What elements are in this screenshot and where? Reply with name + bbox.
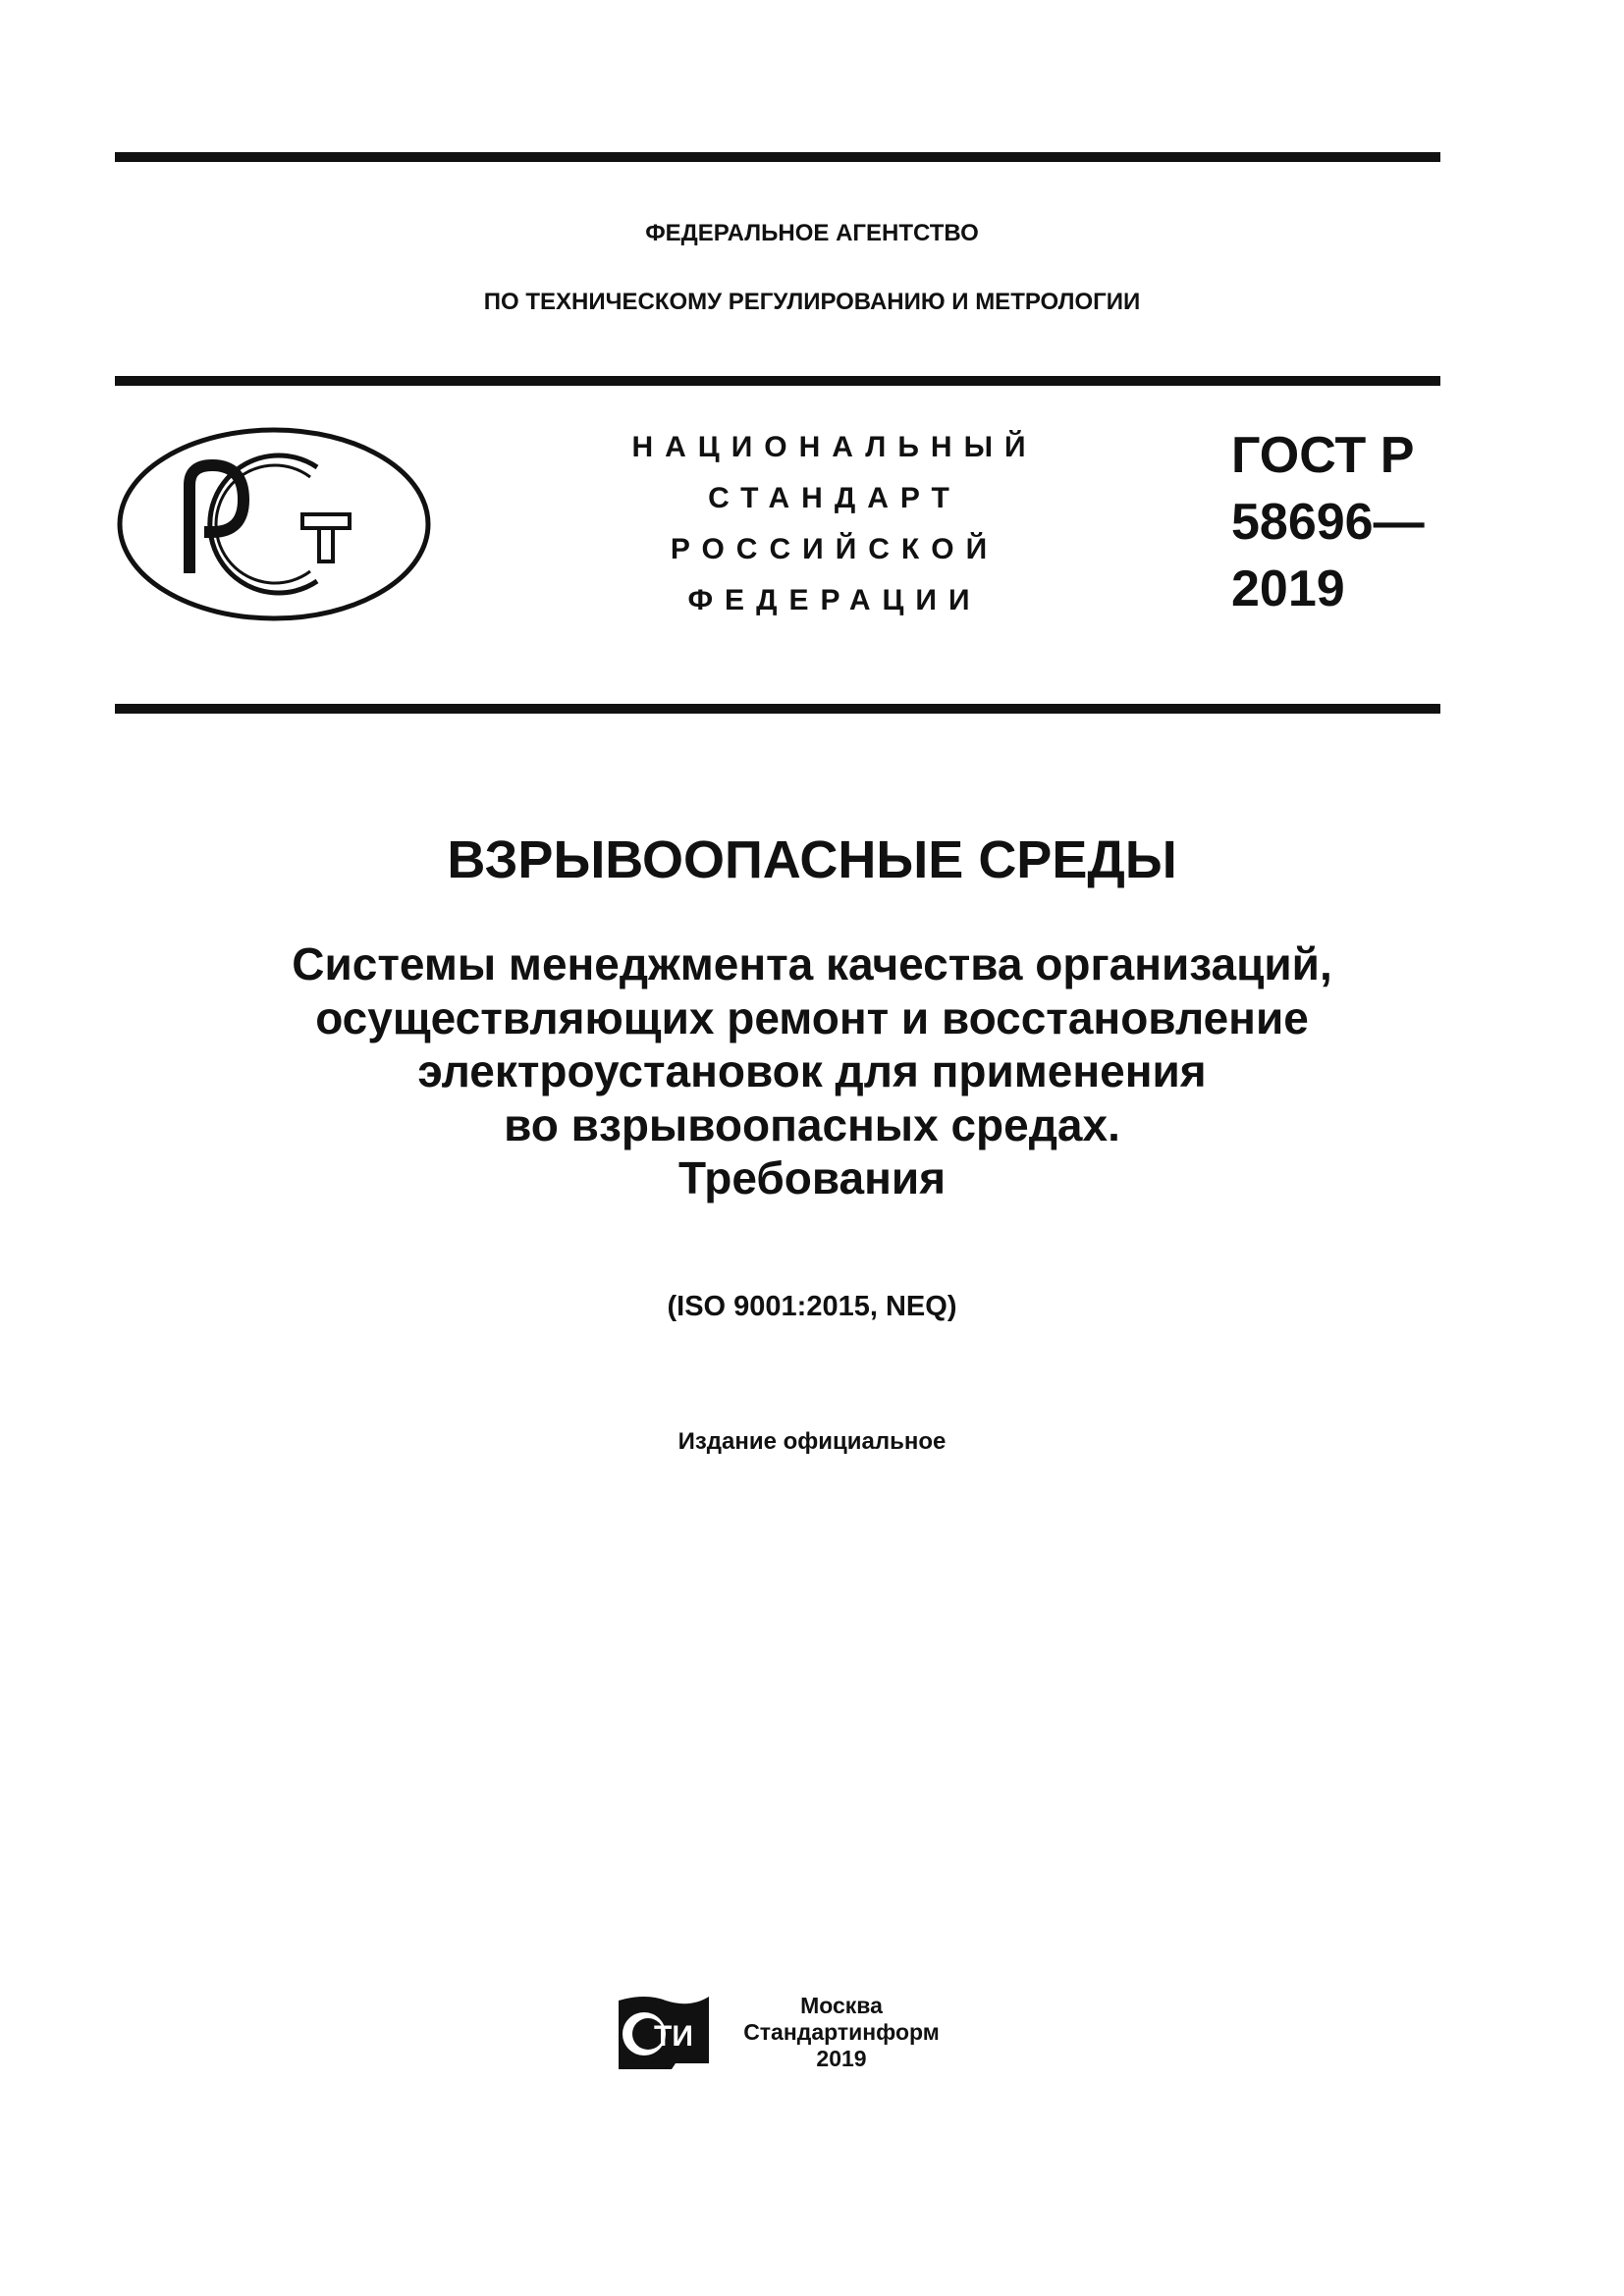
publisher-info — [743, 1993, 940, 2072]
iso-reference: (ISO 9001:2015, NEQ) — [667, 1291, 957, 1322]
document-subtitle — [0, 937, 1624, 1205]
subtitle-line: электроустановок для применения — [417, 1045, 1207, 1096]
subtitle-line: Требования — [677, 1152, 947, 1203]
edition-note: Издание официальное — [677, 1428, 947, 1455]
agency-line-1: ФЕДЕРАЛЬНОЕ АГЕНТСТВО — [645, 220, 979, 246]
standard-type-line: ФЕДЕРАЦИИ — [687, 584, 982, 616]
designation-line: ГОСТ Р — [1231, 427, 1415, 484]
designation-line: 2019 — [1231, 561, 1345, 617]
document-title: ВЗРЫВООПАСНЫЕ СРЕДЫ — [447, 830, 1177, 889]
agency-line-2: ПО ТЕХНИЧЕСКОМУ РЕГУЛИРОВАНИЮ И МЕТРОЛОГИИ — [483, 289, 1141, 315]
publisher-year: 2019 — [816, 2046, 867, 2071]
top-rule — [115, 152, 1440, 162]
standard-type-line: РОССИЙСКОЙ — [670, 533, 1000, 565]
standard-designation — [1231, 422, 1425, 622]
standard-type-line: НАЦИОНАЛЬНЫЙ — [631, 431, 1038, 463]
standartinform-logo — [617, 1993, 711, 2073]
standard-type-line: СТАНДАРТ — [708, 482, 961, 514]
subtitle-line: осуществляющих ремонт и восстановление — [315, 991, 1309, 1043]
designation-line: 58696— — [1231, 494, 1425, 551]
svg-text:ТИ: ТИ — [654, 2020, 693, 2053]
block-rule — [115, 704, 1440, 714]
publisher-city: Москва — [800, 1993, 883, 2018]
standard-type — [589, 422, 1080, 626]
publisher-name: Стандартинформ — [743, 2019, 940, 2045]
subtitle-line: во взрывоопасных средах. — [504, 1098, 1120, 1150]
rst-logo — [116, 426, 432, 622]
header-rule — [115, 376, 1440, 386]
subtitle-line: Системы менеджмента качества организаций, — [292, 938, 1332, 989]
